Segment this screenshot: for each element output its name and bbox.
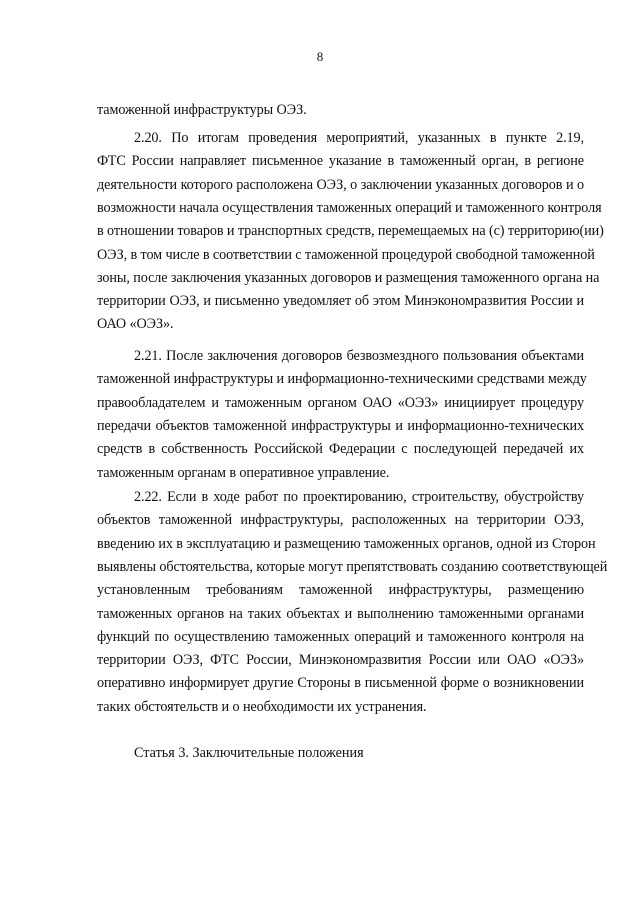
paragraph-2-22-line: введению их в эксплуатацию и размещению таможенных органов, одной из Сторон bbox=[97, 535, 596, 552]
paragraph-2-21-line: таможенным органам в оперативное управление. bbox=[97, 464, 390, 481]
paragraph-2-20-line: ОАО «ОЭЗ». bbox=[97, 316, 174, 333]
article-heading: Статья 3. Заключительные положения bbox=[134, 745, 364, 761]
paragraph-2-22-line: таких обстоятельств и о необходимости их устранения. bbox=[97, 698, 427, 715]
paragraph-2-20-line: ОЭЗ, в том числе в соответствии с таможенной процедурой свободной таможенной bbox=[97, 246, 595, 263]
paragraph-continuation-line: таможенной инфраструктуры ОЭЗ. bbox=[97, 102, 307, 118]
paragraph-2-22-line: территории ОЭЗ, ФТС России, Минэкономразвития России или ОАО «ОЭЗ» bbox=[97, 652, 584, 669]
paragraph-2-20-line: территории ОЭЗ, и письменно уведомляет об этом Минэкономразвития России и bbox=[97, 293, 584, 310]
paragraph-2-22-line: функций по осуществлению таможенных операций и таможенного контроля на bbox=[97, 628, 584, 645]
paragraph-2-20-line: ФТС России направляет письменное указание в таможенный орган, в регионе bbox=[97, 153, 584, 170]
paragraph-2-22-line: оперативно информирует другие Стороны в письменной форме о возникновении bbox=[97, 675, 584, 692]
paragraph-2-22-line: 2.22. Если в ходе работ по проектированию, строительству, обустройству bbox=[134, 489, 584, 505]
paragraph-2-22-line: объектов таможенной инфраструктуры, расположенных на территории ОЭЗ, bbox=[97, 512, 584, 529]
paragraph-2-20-line: в отношении товаров и транспортных средств, перемещаемых на (с) территорию(ии) bbox=[97, 223, 604, 240]
paragraph-2-22-line: выявлены обстоятельства, которые могут препятствовать созданию соответствующей bbox=[97, 558, 608, 575]
paragraph-2-21-line: правообладателем и таможенным органом ОАО «ОЭЗ» инициирует процедуру bbox=[97, 394, 584, 411]
paragraph-2-22-line: таможенных органов на таких объектах и выполнению таможенными органами bbox=[97, 605, 584, 622]
paragraph-2-21-line: передачи объектов таможенной инфраструктуры и информационно-технических bbox=[97, 417, 584, 434]
paragraph-2-20-line: зоны, после заключения указанных договоров и размещения таможенного органа на bbox=[97, 269, 600, 286]
paragraph-2-20-line: 2.20. По итогам проведения мероприятий, указанных в пункте 2.19, bbox=[134, 130, 584, 146]
paragraph-2-21-line: 2.21. После заключения договоров безвозмездного пользования объектами bbox=[134, 348, 584, 364]
paragraph-2-21-line: таможенной инфраструктуры и информационно-техническими средствами между bbox=[97, 371, 587, 388]
paragraph-2-22-line: установленным требованиям таможенной инфраструктуры, размещению bbox=[97, 582, 584, 599]
paragraph-2-20-line: деятельности которого расположена ОЭЗ, о заключении указанных договоров и о bbox=[97, 176, 584, 193]
page-number: 8 bbox=[316, 49, 324, 64]
paragraph-2-20-line: возможности начала осуществления таможенных операций и таможенного контроля bbox=[97, 199, 602, 216]
paragraph-2-21-line: средств в собственность Российской Федерации с последующей передачей их bbox=[97, 441, 584, 458]
